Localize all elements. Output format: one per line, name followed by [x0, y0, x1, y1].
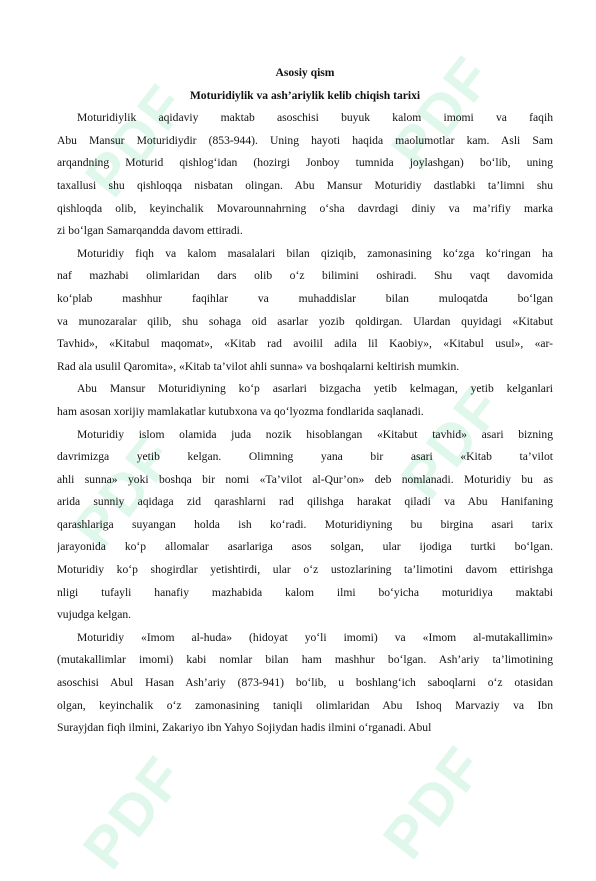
watermark-text: PDF — [72, 72, 200, 209]
text-line: ko‘plab mashhur faqihlar va muhaddislar bilan muloqatda bo‘lgan — [57, 291, 553, 305]
text-line: vujudga kelgan. — [57, 608, 132, 622]
paragraph — [57, 378, 553, 423]
text-line: qishloqda olib, keyinchalik Movarounnahrning o‘sha davrdagi diniy va ma’rifiy marka — [57, 201, 553, 215]
text-line: Moturidiylik aqidaviy maktab asoschisi buyuk kalom imomi va faqih — [77, 111, 553, 125]
section-label: Asosiy qism — [275, 66, 335, 79]
watermark-text: PDF — [378, 44, 506, 181]
text-line: olgan, keyinchalik o‘z zamonasining taniqli olimlaridan Abu Ishoq Marvaziy va Ibn — [57, 698, 553, 712]
watermark-text: PDF — [388, 374, 516, 511]
document-body — [57, 107, 553, 740]
text-line: naf mazhabi olimlaridan dars olib o‘z bilimini oshiradi. Shu vaqt davomida — [57, 269, 553, 283]
text-line: (mutakallimlar imomi) kabi nomlar bilan ham mashhur bo‘lgan. Ash’ariy ta’limotining — [57, 653, 553, 667]
paragraph — [57, 627, 553, 740]
text-line: Rad ala usulil Qaromita», «Kitab ta’vilot ahli sunna» va boshqalarni keltirish mumkin. — [57, 359, 460, 373]
watermark-text: PDF — [70, 744, 198, 881]
document-page — [57, 62, 553, 740]
text-line: zi bo‘lgan Samarqandda davom ettiradi. — [57, 224, 243, 238]
text-line: Abu Mansur Moturidiydir (853-944). Uning hayoti haqida maolumotlar kam. Asli Sam — [57, 133, 553, 147]
text-line: va munozaralar qilib, shu sohaga oid asarlar yozib qoldirgan. Ulardan quyidagi «Kitabut — [57, 314, 553, 328]
text-line: Moturidiy fiqh va kalom masalalari bilan qiziqib, zamonasining ko‘zga ko‘ringan ha — [77, 246, 553, 260]
text-line: jarayonida ko‘p allomalar asarlariga asos solgan, ular ijodiga turtki bo‘lgan. — [57, 540, 553, 554]
text-line: Tavhid», «Kitabul maqomat», «Kitab rad avoilil adila lil Kaobiy», «Kitabul usul», «ar- — [57, 337, 553, 351]
paragraph — [57, 424, 553, 627]
text-line: Abu Mansur Moturidiyning ko‘p asarlari bizgacha yetib kelmagan, yetib kelganlari — [77, 382, 553, 396]
text-line: Moturidiy islom olamida juda nozik hisoblangan «Kitabut tavhid» asari bizning — [77, 427, 553, 441]
watermark-text: PDF — [60, 424, 188, 561]
text-line: qarashlariga suyangan holda ish ko‘radi. Moturidiyning bu birgina asari tarix — [57, 517, 553, 531]
text-line: Moturidiy ko‘p shogirdlar yetishtirdi, ular o‘z ustozlarining ta’limotini davom ettirishga — [57, 563, 553, 577]
text-line: Surayjdan fiqh ilmini, Zakariyo ibn Yahyo Sojiydan hadis ilmini o‘rganadi. Abul — [57, 721, 432, 735]
watermark-text: PDF — [370, 734, 498, 871]
document-title: Moturidiylik va ash’ariylik kelib chiqish tarixi — [189, 88, 421, 102]
text-line: ham asosan xorijiy mamlakatlar kutubxona va qo‘lyozma fondlarida saqlanadi. — [57, 404, 424, 418]
text-line: nligi tufayli hanafiy mazhabida kalom ilmi bo‘yicha moturidiya maktabi — [57, 585, 553, 599]
paragraph — [57, 243, 553, 379]
paragraph — [57, 107, 553, 243]
text-line: asoschisi Abul Hasan Ash’ariy (873-941) bo‘lib, u boshlang‘ich saboqlarni o‘z otasidan — [57, 676, 553, 690]
text-line: arqandning Moturid qishlog‘idan (hozirgi Jonboy tumnida joylashgan) bo‘lib, uning — [57, 156, 553, 170]
text-line: ahli sunna» yoki boshqa bir nomi «Ta’vilot al-Qur’on» deb nomlanadi. Moturidiy bu as — [57, 472, 553, 486]
text-line: Moturidiy «Imom al-huda» (hidoyat yo‘li imomi) va «Imom al-mutakallimin» — [77, 630, 553, 644]
text-line: taxallusi shu qishloqqa nisbatan olingan. Abu Mansur Moturidiy dastlabki ta’limni shu — [57, 178, 553, 192]
text-line: arida sunniy aqidaga zid qarashlarni rad qilishga harakat qiladi va Abu Hanifaning — [57, 495, 553, 509]
text-line: davrimizga yetib kelgan. Olimning yana bir asari «Kitab ta’vilot — [57, 450, 553, 464]
